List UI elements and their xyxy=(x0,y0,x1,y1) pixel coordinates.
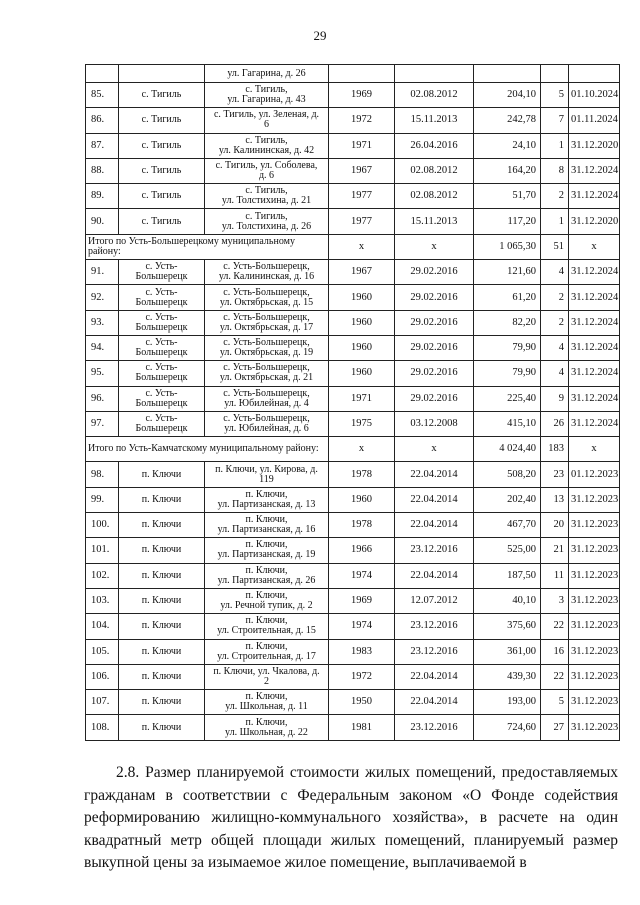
table-cell: 31.12.2024 xyxy=(569,260,620,285)
table-row xyxy=(86,538,620,563)
table-cell: 108. xyxy=(86,715,119,740)
table-cell: 1977 xyxy=(329,184,395,209)
table-cell: 202,40 xyxy=(474,487,541,512)
table-cell: п. Ключи, ул. Строительная, д. 15 xyxy=(205,614,329,639)
table-cell: 1981 xyxy=(329,715,395,740)
table-cell: 12.07.2012 xyxy=(395,588,474,613)
table-cell: п. Ключи, ул. Партизанская, д. 13 xyxy=(205,487,329,512)
table-cell: 31.12.2023 xyxy=(569,538,620,563)
table-cell: 439,30 xyxy=(474,664,541,689)
table-cell: 31.12.2023 xyxy=(569,487,620,512)
table-cell: 61,20 xyxy=(474,285,541,310)
table-cell: 1971 xyxy=(329,133,395,158)
table-cell: 79,90 xyxy=(474,361,541,386)
table-cell: с. Тигиль xyxy=(119,184,205,209)
table-cell: 93. xyxy=(86,310,119,335)
table-cell: 82,20 xyxy=(474,310,541,335)
table-cell: 22.04.2014 xyxy=(395,690,474,715)
table-cell: 31.12.2023 xyxy=(569,664,620,689)
table-cell: 31.12.2024 xyxy=(569,335,620,360)
table-cell: 26 xyxy=(541,411,569,436)
table-cell: 103. xyxy=(86,588,119,613)
housing-table xyxy=(85,64,620,741)
table-cell: 1972 xyxy=(329,664,395,689)
table-cell: 1969 xyxy=(329,588,395,613)
table-cell: п. Ключи xyxy=(119,538,205,563)
table-cell: 1971 xyxy=(329,386,395,411)
table-cell: 40,10 xyxy=(474,588,541,613)
table-row xyxy=(86,690,620,715)
table-cell: 8 xyxy=(541,158,569,183)
table-cell: 467,70 xyxy=(474,513,541,538)
table-cell: 4 xyxy=(541,361,569,386)
table-cell: п. Ключи, ул. Строительная, д. 17 xyxy=(205,639,329,664)
table-cell xyxy=(329,65,395,83)
table-cell: п. Ключи, ул. Партизанская, д. 16 xyxy=(205,513,329,538)
table-cell xyxy=(474,65,541,83)
table-cell: п. Ключи xyxy=(119,588,205,613)
table-cell: 31.12.2024 xyxy=(569,411,620,436)
table-cell: 1960 xyxy=(329,487,395,512)
table-cell: 94. xyxy=(86,335,119,360)
table-cell: п. Ключи xyxy=(119,563,205,588)
subtotal-cell: 51 xyxy=(541,234,569,259)
table-cell: 23 xyxy=(541,462,569,487)
table-cell: п. Ключи xyxy=(119,462,205,487)
table-cell xyxy=(119,65,205,83)
table-row xyxy=(86,411,620,436)
table-cell: с. Тигиль, ул. Толстихина, д. 26 xyxy=(205,209,329,234)
table-cell: 1977 xyxy=(329,209,395,234)
table-cell: 22 xyxy=(541,664,569,689)
table-cell: 525,00 xyxy=(474,538,541,563)
table-cell: 106. xyxy=(86,664,119,689)
table-cell: с. Тигиль, ул. Гагарина, д. 43 xyxy=(205,83,329,108)
table-cell: 02.08.2012 xyxy=(395,158,474,183)
table-cell: с. Тигиль xyxy=(119,209,205,234)
table-row xyxy=(86,487,620,512)
table-cell: 23.12.2016 xyxy=(395,614,474,639)
table-cell: п. Ключи xyxy=(119,715,205,740)
table-cell: с. Тигиль, ул. Калининская, д. 42 xyxy=(205,133,329,158)
table-row xyxy=(86,664,620,689)
table-row xyxy=(86,588,620,613)
table-cell: 1 xyxy=(541,209,569,234)
table-row xyxy=(86,361,620,386)
table-cell: 164,20 xyxy=(474,158,541,183)
table-cell: 89. xyxy=(86,184,119,209)
table-cell: 29.02.2016 xyxy=(395,285,474,310)
table-cell: 87. xyxy=(86,133,119,158)
table-cell: 24,10 xyxy=(474,133,541,158)
table-cell: п. Ключи, ул. Партизанская, д. 26 xyxy=(205,563,329,588)
table-cell: 51,70 xyxy=(474,184,541,209)
table-cell: с. Усть-Большерецк, ул. Октябрьская, д. 19 xyxy=(205,335,329,360)
table-cell xyxy=(541,65,569,83)
table-cell: 29.02.2016 xyxy=(395,260,474,285)
table-cell: 1960 xyxy=(329,335,395,360)
table-cell: 31.12.2023 xyxy=(569,639,620,664)
table-cell: п. Ключи, ул. Речной тупик, д. 2 xyxy=(205,588,329,613)
table-cell: с. Тигиль, ул. Толстихина, д. 21 xyxy=(205,184,329,209)
table-row xyxy=(86,65,620,83)
table-cell xyxy=(86,65,119,83)
table-cell: с. Тигиль xyxy=(119,83,205,108)
table-cell: 23.12.2016 xyxy=(395,639,474,664)
table-cell: 92. xyxy=(86,285,119,310)
table-cell: 95. xyxy=(86,361,119,386)
table-cell: 01.10.2024 xyxy=(569,83,620,108)
table-row xyxy=(86,563,620,588)
table-cell: ул. Гагарина, д. 26 xyxy=(205,65,329,83)
table-cell: 1978 xyxy=(329,513,395,538)
page-number: 29 xyxy=(313,28,327,43)
table-cell: п. Ключи xyxy=(119,690,205,715)
table-cell: 99. xyxy=(86,487,119,512)
table-cell: 01.12.2023 xyxy=(569,462,620,487)
table-cell: 91. xyxy=(86,260,119,285)
table-cell: 31.12.2023 xyxy=(569,588,620,613)
subtotal-cell: x xyxy=(569,437,620,462)
table-cell: с. Усть- Большерецк xyxy=(119,361,205,386)
table-row xyxy=(86,614,620,639)
table-cell: с. Усть- Большерецк xyxy=(119,335,205,360)
table-cell: 225,40 xyxy=(474,386,541,411)
table-cell: 1969 xyxy=(329,83,395,108)
table-cell: 1967 xyxy=(329,260,395,285)
subtotal-cell: 4 024,40 xyxy=(474,437,541,462)
table-cell: п. Ключи, ул. Чкалова, д. 2 xyxy=(205,664,329,689)
table-cell: 1978 xyxy=(329,462,395,487)
table-cell: 121,60 xyxy=(474,260,541,285)
table-cell: 27 xyxy=(541,715,569,740)
table-cell: 22.04.2014 xyxy=(395,513,474,538)
table-cell: 11 xyxy=(541,563,569,588)
table-cell: п. Ключи, ул. Школьная, д. 11 xyxy=(205,690,329,715)
table-row xyxy=(86,260,620,285)
table-cell: 1974 xyxy=(329,614,395,639)
table-cell: п. Ключи, ул. Школьная, д. 22 xyxy=(205,715,329,740)
table-cell: 1983 xyxy=(329,639,395,664)
subtotal-row xyxy=(86,234,620,259)
table-cell: 29.02.2016 xyxy=(395,386,474,411)
table-cell: 1960 xyxy=(329,361,395,386)
table-cell: 361,00 xyxy=(474,639,541,664)
table-cell: 03.12.2008 xyxy=(395,411,474,436)
table-cell: 22 xyxy=(541,614,569,639)
table-cell: 31.12.2023 xyxy=(569,614,620,639)
table-cell: 01.11.2024 xyxy=(569,108,620,133)
table-cell: 1 xyxy=(541,133,569,158)
table-cell: 31.12.2024 xyxy=(569,386,620,411)
table-cell: 22.04.2014 xyxy=(395,563,474,588)
table-cell xyxy=(569,65,620,83)
table-cell: 204,10 xyxy=(474,83,541,108)
table-cell: 88. xyxy=(86,158,119,183)
table-cell: 2 xyxy=(541,184,569,209)
table-cell: 21 xyxy=(541,538,569,563)
table-cell: 20 xyxy=(541,513,569,538)
table-cell: 415,10 xyxy=(474,411,541,436)
table-cell: 22.04.2014 xyxy=(395,462,474,487)
subtotal-cell: 183 xyxy=(541,437,569,462)
table-cell: п. Ключи xyxy=(119,513,205,538)
table-cell: 22.04.2014 xyxy=(395,664,474,689)
table-cell: с. Тигиль xyxy=(119,158,205,183)
table-cell: 724,60 xyxy=(474,715,541,740)
table-cell: 187,50 xyxy=(474,563,541,588)
table-cell: 31.12.2023 xyxy=(569,513,620,538)
table-cell: 1972 xyxy=(329,108,395,133)
table-cell: 79,90 xyxy=(474,335,541,360)
table-cell: 31.12.2024 xyxy=(569,310,620,335)
table-cell: 26.04.2016 xyxy=(395,133,474,158)
table-row xyxy=(86,83,620,108)
table-cell xyxy=(395,65,474,83)
table-cell: 5 xyxy=(541,690,569,715)
section-paragraph xyxy=(84,762,618,875)
table-cell: с. Усть-Большерецк, ул. Юбилейная, д. 4 xyxy=(205,386,329,411)
table-row xyxy=(86,639,620,664)
table-cell: 29.02.2016 xyxy=(395,361,474,386)
table-cell: 242,78 xyxy=(474,108,541,133)
table-row xyxy=(86,310,620,335)
table-cell: 31.12.2023 xyxy=(569,563,620,588)
table-cell: 15.11.2013 xyxy=(395,108,474,133)
subtotal-cell: x xyxy=(395,234,474,259)
table-row xyxy=(86,108,620,133)
table-cell: 85. xyxy=(86,83,119,108)
table-row xyxy=(86,184,620,209)
table-cell: с. Усть- Большерецк xyxy=(119,411,205,436)
table-cell: 2 xyxy=(541,285,569,310)
table-cell: 1974 xyxy=(329,563,395,588)
table-cell: 1967 xyxy=(329,158,395,183)
table-cell: 7 xyxy=(541,108,569,133)
table-cell: 4 xyxy=(541,260,569,285)
table-cell: 375,60 xyxy=(474,614,541,639)
table-cell: 31.12.2020 xyxy=(569,133,620,158)
table-cell: 102. xyxy=(86,563,119,588)
table-cell: п. Ключи xyxy=(119,639,205,664)
table-cell: 90. xyxy=(86,209,119,234)
table-cell: 22.04.2014 xyxy=(395,487,474,512)
table-cell: 1966 xyxy=(329,538,395,563)
table-cell: с. Усть-Большерецк, ул. Октябрьская, д. 17 xyxy=(205,310,329,335)
table-row xyxy=(86,715,620,740)
table-cell: 96. xyxy=(86,386,119,411)
table-cell: 100. xyxy=(86,513,119,538)
table-cell: 9 xyxy=(541,386,569,411)
table-cell: 31.12.2024 xyxy=(569,158,620,183)
table-row xyxy=(86,158,620,183)
table-cell: 104. xyxy=(86,614,119,639)
table-cell: 5 xyxy=(541,83,569,108)
table-cell: п. Ключи, ул. Кирова, д. 119 xyxy=(205,462,329,487)
table-cell: 29.02.2016 xyxy=(395,335,474,360)
table-cell: 31.12.2023 xyxy=(569,715,620,740)
table-cell: 2 xyxy=(541,310,569,335)
table-cell: 3 xyxy=(541,588,569,613)
table-cell: с. Усть-Большерецк, ул. Октябрьская, д. 15 xyxy=(205,285,329,310)
table-cell: 02.08.2012 xyxy=(395,184,474,209)
table-cell: с. Усть- Большерецк xyxy=(119,260,205,285)
table-cell: п. Ключи xyxy=(119,614,205,639)
table-cell: с. Усть-Большерецк, ул. Юбилейная, д. 6 xyxy=(205,411,329,436)
subtotal-cell: x xyxy=(395,437,474,462)
table-row xyxy=(86,462,620,487)
table-cell: 31.12.2020 xyxy=(569,209,620,234)
table-cell: 1975 xyxy=(329,411,395,436)
subtotal-cell: 1 065,30 xyxy=(474,234,541,259)
table-cell: 31.12.2024 xyxy=(569,184,620,209)
table-cell: с. Усть- Большерецк xyxy=(119,310,205,335)
subtotal-cell: x xyxy=(329,437,395,462)
table-row xyxy=(86,285,620,310)
table-cell: 13 xyxy=(541,487,569,512)
table-cell: 117,20 xyxy=(474,209,541,234)
table-cell: 101. xyxy=(86,538,119,563)
table-cell: 107. xyxy=(86,690,119,715)
table-cell: 193,00 xyxy=(474,690,541,715)
table-cell: с. Тигиль, ул. Зеленая, д. 6 xyxy=(205,108,329,133)
table-cell: 31.12.2024 xyxy=(569,285,620,310)
table-cell: с. Тигиль, ул. Соболева, д. 6 xyxy=(205,158,329,183)
table-cell: 105. xyxy=(86,639,119,664)
table-cell: 15.11.2013 xyxy=(395,209,474,234)
table-cell: п. Ключи, ул. Партизанская, д. 19 xyxy=(205,538,329,563)
table-cell: 31.12.2024 xyxy=(569,361,620,386)
table-row xyxy=(86,209,620,234)
subtotal-cell: x xyxy=(569,234,620,259)
table-cell: 02.08.2012 xyxy=(395,83,474,108)
table-cell: 23.12.2016 xyxy=(395,715,474,740)
table-cell: с. Усть- Большерецк xyxy=(119,386,205,411)
table-cell: 23.12.2016 xyxy=(395,538,474,563)
subtotal-cell: x xyxy=(329,234,395,259)
subtotal-label: Итого по Усть-Камчатскому муниципальному району: xyxy=(86,437,329,462)
table-cell: с. Усть-Большерецк, ул. Октябрьская, д. 21 xyxy=(205,361,329,386)
paragraph-text: 2.8. Размер планируемой стоимости жилых помещений, предоставляемых гражданам в соответствии с Федеральным законом «О Фонде содействия реформированию жилищно-коммунального хозяйства», в расчете на один квадратный метр общей площади жилых помещений, планируемый размер выкупной цены за изымаемое жилое помещение, выплачиваемой в xyxy=(84,764,618,871)
table-cell: 29.02.2016 xyxy=(395,310,474,335)
subtotal-label: Итого по Усть-Большерецкому муниципальному району: xyxy=(86,234,329,259)
table-cell: с. Усть-Большерецк, ул. Калининская, д. 16 xyxy=(205,260,329,285)
table-cell: 31.12.2023 xyxy=(569,690,620,715)
table-row xyxy=(86,133,620,158)
table-cell: п. Ключи xyxy=(119,487,205,512)
table-cell: 4 xyxy=(541,335,569,360)
table-cell: 98. xyxy=(86,462,119,487)
table-cell: 1960 xyxy=(329,310,395,335)
table-cell: 97. xyxy=(86,411,119,436)
table-cell: с. Тигиль xyxy=(119,133,205,158)
table-row xyxy=(86,386,620,411)
table-cell: 1950 xyxy=(329,690,395,715)
table-cell: с. Усть- Большерецк xyxy=(119,285,205,310)
table-cell: 1960 xyxy=(329,285,395,310)
table-cell: 16 xyxy=(541,639,569,664)
subtotal-row xyxy=(86,437,620,462)
table-cell: п. Ключи xyxy=(119,664,205,689)
table-cell: с. Тигиль xyxy=(119,108,205,133)
table-cell: 508,20 xyxy=(474,462,541,487)
table-row xyxy=(86,513,620,538)
table-cell: 86. xyxy=(86,108,119,133)
table-row xyxy=(86,335,620,360)
